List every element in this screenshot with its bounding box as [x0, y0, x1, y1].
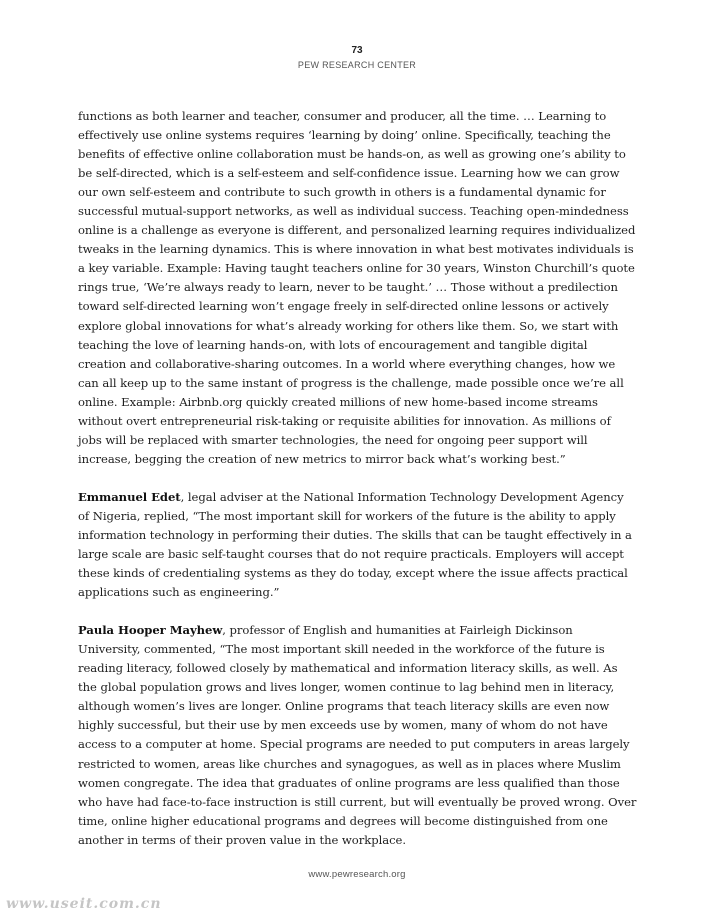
page-number: 73 — [351, 45, 363, 56]
watermark: www.useit.com.cn — [6, 896, 162, 912]
page-footer-url: www.pewresearch.org — [308, 869, 406, 880]
page-header — [0, 44, 714, 72]
running-header-org: PEW RESEARCH CENTER — [297, 60, 417, 70]
speaker-name: Paula Hooper Mayhew — [78, 623, 223, 638]
paragraph-text: , professor of English and humanities at Fairleigh Dickinson University, commented, “The most important skill needed in the workforce of the future is reading literacy, followed closely by mathematical and information literacy skills, as well. As the global population grows and lives longer, women continue to lag behind men in literacy, although women’s lives are longer. Online programs that teach literacy skills are even now highly successful, but their use by men exceeds use by women, many of whom do not have access to a computer at home. Special programs are needed to put computers in areas largely restricted to women, areas like churches and synagogues, as well as in places where Muslim women congregate. The idea that graduates of online programs are less qualified than those who have had face-to-face instruction is still current, but will eventually be proved wrong. Over time, online higher educational programs and degrees will become distinguished from one another in terms of their proven value in the workplace. — [78, 623, 637, 847]
paragraph-quote-continuation — [78, 107, 638, 469]
paragraph-paula-hooper-mayhew — [78, 621, 638, 850]
paragraph-text: , legal adviser at the National Information Technology Development Agency of Nigeria, replied, “The most important skill for workers of the future is the ability to apply information technology in performing their duties. The skills that can be taught effectively in a large scale are basic self-taught courses that do not require practicals. Employers will accept these kinds of credentialing systems as they do today, except where the issue affects practical applications such as engineering.” — [78, 489, 632, 600]
paragraph-emmanuel-edet — [78, 488, 638, 602]
speaker-name: Emmanuel Edet — [78, 489, 181, 504]
article-body — [78, 107, 638, 869]
paragraph-text: functions as both learner and teacher, consumer and producer, all the time. … Learning to effectively use online systems requires ‘learning by doing’ online. Specifically, teaching the benefits of effective online collaboration must be hands-on, as well as growing one’s ability to be self-directed, which is a self-esteem and self-confidence issue. Learning how we can grow our own self-esteem and contribute to such growth in others is a fundamental dynamic for successful mutual-support networks, as well as individual success. Teaching open-mindedness online is a challenge as everyone is different, and personalized learning requires individualized tweaks in the learning dynamics. This is where innovation in what best motivates individuals is a key variable. Example: Having taught teachers online for 30 years, Winston Churchill’s quote rings true, ‘We’re always ready to learn, never to be taught.’ … Those without a predilection toward self-directed learning won’t engage freely in self-directed online lessons or actively explore global innovations for what’s already working for others like them. So, we start with teaching the love of learning hands-on, with lots of encouragement and tangible digital creation and collaborative-sharing outcomes. In a world where everything changes, how we can all keep up to the same instant of progress is the challenge, made possible once we’re all online. Example: Airbnb.org quickly created millions of new home-based income streams without overt entrepreneurial risk-taking or requisite abilities for innovation. As millions of jobs will be replaced with smarter technologies, the need for ongoing peer support will increase, begging the creation of new metrics to mirror back what’s working best.” — [78, 109, 636, 466]
